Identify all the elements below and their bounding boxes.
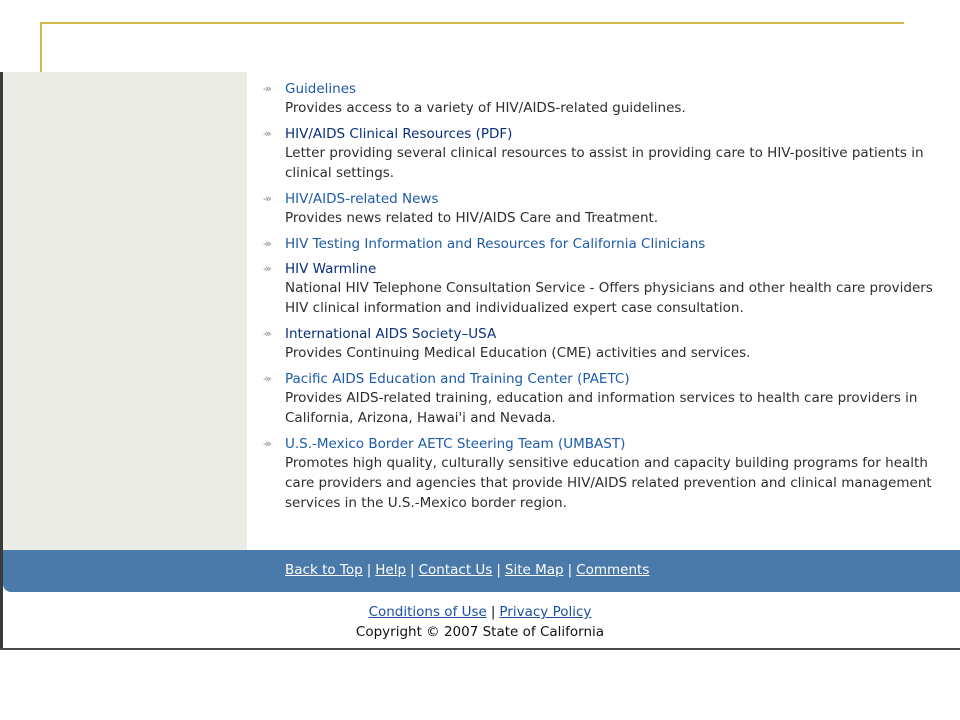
link-news[interactable]: HIV/AIDS-related News [285, 191, 439, 207]
copyright-text: Copyright © 2007 State of California [355, 624, 605, 640]
site-map-link[interactable]: Site Map [504, 562, 564, 578]
list-item [263, 325, 943, 363]
list-item [263, 190, 943, 228]
double-arrow-icon: -» [263, 82, 270, 95]
double-arrow-icon: -» [263, 192, 270, 205]
footer-nav-bar [3, 550, 960, 592]
double-arrow-icon: -» [263, 327, 270, 340]
double-arrow-icon: -» [263, 372, 270, 385]
link-guidelines[interactable]: Guidelines [285, 81, 357, 97]
separator: | [410, 562, 415, 578]
help-link[interactable]: Help [375, 562, 407, 578]
resource-list [263, 80, 943, 520]
link-umbast[interactable]: U.S.-Mexico Border AETC Steering Team (UMBAST) [285, 436, 626, 452]
link-warmline[interactable]: HIV Warmline [285, 261, 377, 277]
double-arrow-icon: -» [263, 127, 270, 140]
double-arrow-icon: -» [263, 437, 270, 450]
double-arrow-icon: -» [263, 237, 270, 250]
link-clinical-resources[interactable]: HIV/AIDS Clinical Resources (PDF) [285, 126, 513, 142]
item-description: Provides AIDS-related training, education and information services to health care providers in California, Arizona, Hawai'i and Nevada. [285, 390, 918, 426]
link-ias-usa[interactable]: International AIDS Society–USA [285, 326, 497, 342]
item-description: Letter providing several clinical resources to assist in providing care to HIV-positive patients in clinical settings. [285, 145, 924, 181]
item-description: Promotes high quality, culturally sensitive education and capacity building programs for health care providers and agencies that provide HIV/AIDS related prevention and clinical management services in the U.S.-Mexico border region. [285, 455, 932, 511]
link-testing-info[interactable]: HIV Testing Information and Resources for California Clinicians [285, 236, 706, 252]
conditions-of-use-link[interactable]: Conditions of Use [368, 604, 487, 620]
item-description: Provides Continuing Medical Education (CME) activities and services. [285, 345, 751, 361]
item-description: Provides access to a variety of HIV/AIDS-related guidelines. [285, 100, 686, 116]
comments-link[interactable]: Comments [576, 562, 650, 578]
list-item [263, 435, 943, 513]
separator: | [490, 604, 496, 620]
item-description: National HIV Telephone Consultation Service - Offers physicians and other health care providers HIV clinical information and individualized expert case consultation. [285, 280, 933, 316]
list-item [263, 80, 943, 118]
left-sidebar [3, 72, 247, 550]
separator: | [567, 562, 573, 578]
back-to-top-link[interactable]: Back to Top [285, 562, 363, 578]
list-item [263, 125, 943, 183]
legal-footer [0, 602, 960, 642]
link-paetc[interactable]: Pacific AIDS Education and Training Center (PAETC) [285, 371, 630, 387]
separator: | [496, 562, 501, 578]
slide-left-rule [40, 22, 42, 72]
webpage-screenshot [0, 72, 960, 650]
list-item [263, 235, 943, 253]
privacy-policy-link[interactable]: Privacy Policy [499, 604, 592, 620]
double-arrow-icon: -» [263, 262, 270, 275]
slide-top-rule [40, 22, 904, 24]
item-description: Provides news related to HIV/AIDS Care and Treatment. [285, 210, 659, 226]
window-bottom-border [0, 648, 960, 650]
list-item [263, 260, 943, 318]
list-item [263, 370, 943, 428]
contact-us-link[interactable]: Contact Us [418, 562, 493, 578]
separator: | [366, 562, 372, 578]
footer-links [285, 562, 649, 578]
